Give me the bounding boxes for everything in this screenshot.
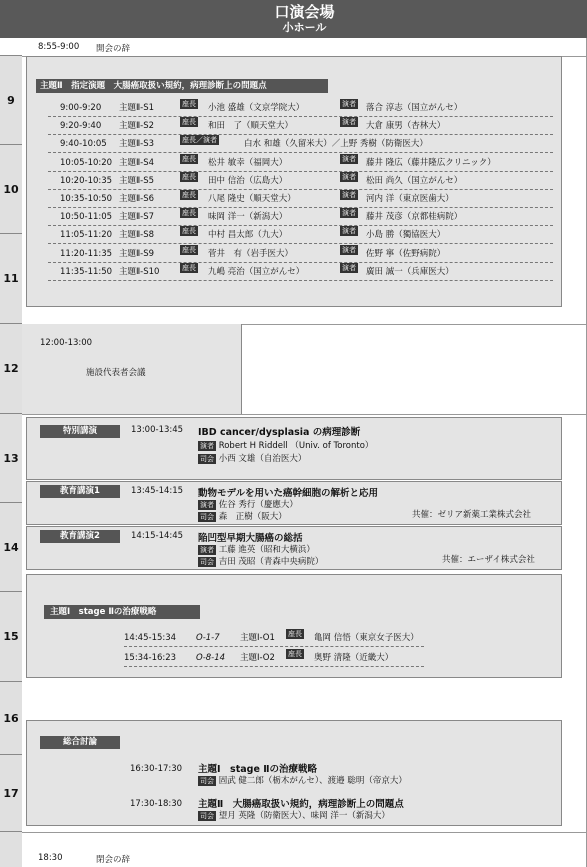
speaker-tag: 演者 [200,442,214,450]
theme1-row [124,629,424,647]
session-speaker: 松田 尚久（国立がんセ） [366,175,463,186]
session-id: 主題Ⅱ-S6 [119,194,155,204]
session-chair: 白水 和雄（久留米大）／上野 秀樹（防衛医大） [244,139,428,150]
session-time: 11:35-11:50 [60,266,113,277]
theme1-id: 主題Ⅰ-O1 [240,633,275,643]
session-row [48,263,553,281]
special-lecture-badge: 特別講演 [40,425,120,438]
session-time: 10:20-10:35 [60,175,113,186]
session-time: 10:35-10:50 [60,194,113,204]
session-row [48,135,553,153]
session-chair: 和田 了（順天堂大） [208,121,294,132]
session-id: 主題Ⅱ-S4 [119,157,155,168]
session-time: 9:00-9:20 [60,103,102,113]
mc-tag: 司会 [200,513,214,521]
session-chair: 味岡 洋一（新潟大） [208,212,288,223]
discussion-time-2: 17:30-18:30 [130,799,183,809]
session-row [48,226,553,244]
session-time: 10:50-11:05 [60,212,113,223]
opening-label: 開会の辞 [96,44,131,54]
edu1-sponsor: 共催：ゼリア新薬工業株式会社 [412,510,532,520]
edu2-badge: 教育講演2 [40,530,120,543]
edu1-time: 13:45-14:15 [131,486,184,496]
divider [22,414,587,415]
session-speaker: 佐野 寧（佐野病院） [366,248,446,259]
mc-tag: 司会 [200,558,214,566]
venue-subtitle: 小ホール [282,21,327,34]
session-chair: 田中 信治（広島大） [208,175,288,186]
hour-16: 16 [0,682,22,755]
session-time: 11:20-11:35 [60,248,113,259]
theme1-time: 14:45-15:34 [124,633,177,643]
edu2-mc: 吉田 茂昭（青森中央病院） [218,557,324,567]
chair-tag: 座長 [182,154,196,163]
special-lecture-time: 13:00-13:45 [131,425,184,435]
session-speaker: 藤井 隆広（藤井隆広クリニック） [366,157,496,168]
hour-10: 10 [0,145,22,234]
speaker-tag: 演者 [342,191,356,199]
chair-tag: 座長 [182,209,196,218]
edu2-title: 陥凹型早期大腸癌の総括 [198,533,303,544]
theme2-title: 主題Ⅱ 指定演題 大腸癌取扱い規約，病理診断上の問題点 [36,79,328,93]
theme1-chair: 奥野 清隆（近畿大） [314,653,394,663]
session-speaker: 藤井 茂彦（京都桂病院） [366,212,463,223]
hour-14: 14 [0,503,22,592]
discussion-mc-1: 固武 健二郎（栃木がんセ）、渡邉 聡明（帝京大） [218,776,407,786]
meeting-label: 施設代表者会議 [86,368,146,378]
hour-17: 17 [0,755,22,832]
session-row [48,172,553,190]
theme1-code: O-8-14 [196,653,226,663]
discussion-title-1: 主題Ⅰ stage Ⅱの治療戦略 [198,764,317,775]
mc-tag: 司会 [200,812,214,820]
session-id: 主題Ⅱ-S5 [119,175,155,186]
edu2-sponsor: 共催：エーザイ株式会社 [442,555,535,565]
chair-tag: 座長 [182,191,196,199]
session-row [48,245,553,263]
session-row [48,117,553,135]
speaker-tag: 演者 [342,172,356,181]
hour-18-spacer [0,832,22,867]
session-row [48,208,553,226]
discussion-title-2: 主題Ⅱ 大腸癌取扱い規約，病理診断上の問題点 [198,799,404,810]
discussion-badge: 総合討論 [40,736,120,749]
speaker-tag: 演者 [200,501,214,509]
chair-tag: 座長 [182,172,196,181]
hour-11: 11 [0,234,22,324]
chair-tag: 座長 [182,245,196,254]
session-chair: 小池 盛雄（文京学院大） [208,103,305,113]
session-chair: 松井 敏幸（福岡大） [208,157,288,168]
session-id: 主題Ⅱ-S3 [119,139,155,150]
theme1-id: 主題Ⅰ-O2 [240,653,275,663]
session-chair: 菅井 有（岩手医大） [208,248,294,259]
edu1-speaker: 佐谷 秀行（慶應大） [218,500,298,510]
session-time: 11:05-11:20 [60,230,113,241]
speaker-tag: 演者 [342,227,356,236]
theme1-chair: 亀岡 信悟（東京女子医大） [314,633,419,643]
session-id: 主題Ⅱ-S10 [119,266,160,277]
closing-time: 18:30 [38,853,63,863]
session-id: 主題Ⅱ-S2 [119,121,155,132]
hour-spacer [0,38,22,56]
edu2-time: 14:15-14:45 [131,531,184,541]
mc-tag: 司会 [200,455,214,463]
speaker-tag: 演者 [342,118,356,127]
hour-15: 15 [0,592,22,682]
session-row [48,154,553,172]
mc-tag: 司会 [200,777,214,785]
session-speaker: 落合 淳志（国立がんセ） [366,103,463,113]
speaker-tag: 演者 [200,546,214,554]
session-row [48,190,553,208]
session-speaker: 小島 勝（獨協医大） [366,230,446,241]
session-id: 主題Ⅱ-S8 [119,230,155,241]
session-id: 主題Ⅱ-S7 [119,212,155,223]
chair-tag: 座長 [182,227,196,236]
venue-title: 口演会場 [274,3,335,21]
session-chair: 八尾 隆史（順天堂大） [208,194,296,204]
session-speaker: 河内 洋（東京医歯大） [366,194,454,204]
session-row [48,99,553,117]
speaker-tag: 演者 [342,154,356,163]
chair-tag: 座長 [288,630,302,638]
meeting-time: 12:00-13:00 [40,338,93,348]
chair-tag: 座長／演者 [182,136,217,145]
theme1-time: 15:34-16:23 [124,653,177,663]
closing-label: 閉会の辞 [96,855,131,865]
special-mc: 小西 文雄（自治医大） [218,454,307,464]
speaker-tag: 演者 [342,209,356,218]
edu1-mc: 森 正樹（阪大） [218,512,287,522]
theme1-title: 主題Ⅰ stage Ⅱの治療戦略 [44,605,200,619]
venue-header [22,0,587,38]
hour-13: 13 [0,414,22,503]
hour-column-header [0,0,22,38]
session-speaker: 大倉 康男（杏林大） [366,121,446,132]
discussion-mc-2: 望月 英隆（防衛医大）、味岡 洋一（新潟大） [218,811,390,821]
session-time: 9:40-10:05 [60,139,107,150]
divider [22,832,587,833]
speaker-tag: 演者 [342,100,356,108]
session-speaker: 廣田 誠一（兵庫医大） [366,266,454,277]
session-id: 主題Ⅱ-S1 [119,103,155,113]
chair-tag: 座長 [182,118,196,127]
edu2-speaker: 工藤 進英（昭和大横浜） [218,545,315,555]
session-id: 主題Ⅱ-S9 [119,248,155,259]
opening-time: 8:55-9:00 [38,42,80,52]
session-time: 9:20-9:40 [60,121,102,132]
discussion-time-1: 16:30-17:30 [130,764,183,774]
hour-9: 9 [0,56,22,145]
chair-tag: 座長 [182,100,196,108]
special-lecture-title: IBD cancer/dysplasia の病理診断 [198,427,361,438]
edu1-title: 動物モデルを用いた癌幹細胞の解析と応用 [198,488,379,499]
session-time: 10:05-10:20 [60,157,113,168]
theme1-row [124,649,424,667]
chair-tag: 座長 [288,650,302,658]
edu1-badge: 教育講演1 [40,485,120,498]
session-chair: 九嶋 亮治（国立がんセ） [208,266,305,277]
session-chair: 中村 昌太郎（九大） [208,230,288,241]
theme1-code: O-1-7 [196,633,220,643]
chair-tag: 座長 [182,263,196,272]
speaker-tag: 演者 [342,263,356,272]
hour-12: 12 [0,324,22,414]
special-speaker: Robert H Riddell （Univ. of Toronto） [218,441,374,451]
speaker-tag: 演者 [342,245,356,254]
